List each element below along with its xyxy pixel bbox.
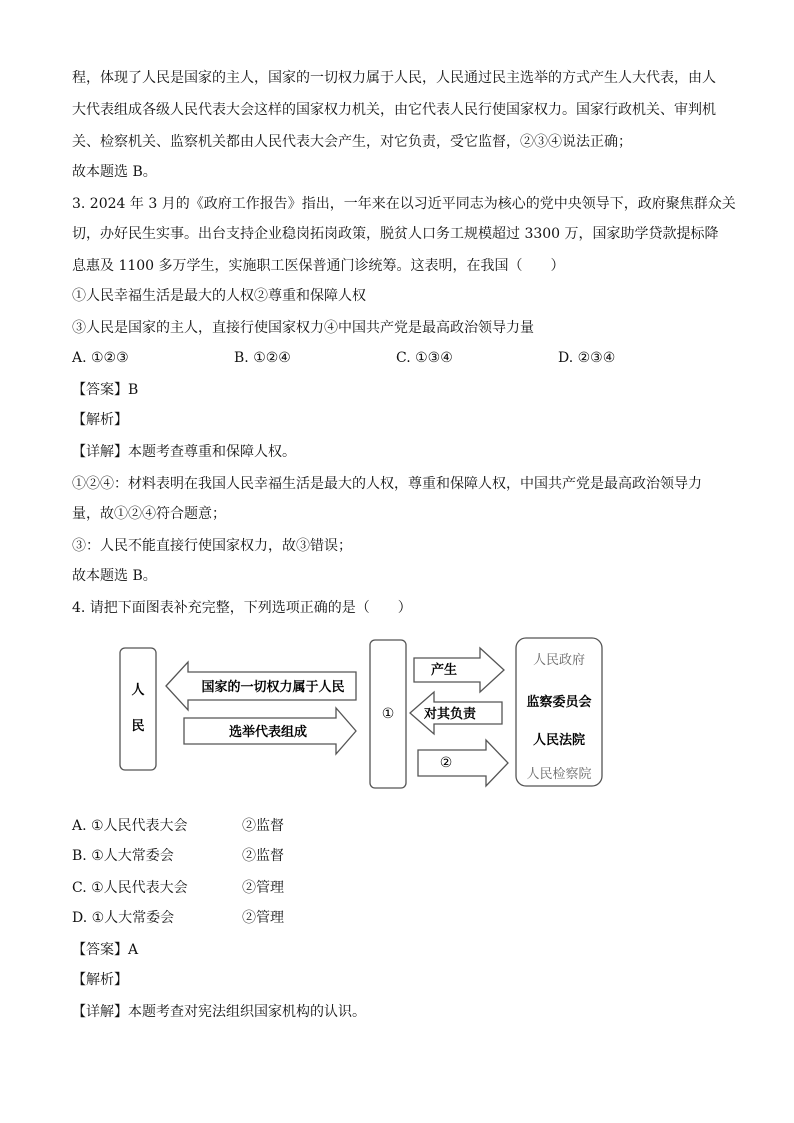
paragraph-line: 大代表组成各级人民代表大会这样的国家权力机关，由它代表人民行使国家权力。国家行政机关、审判机: [72, 102, 716, 118]
people-box: [120, 648, 156, 770]
q4-detail: 【详解】本题考查对宪法组织国家机构的认识。: [72, 1004, 366, 1020]
q4-option-c-second: ②管理: [242, 880, 284, 896]
paragraph-line: 故本题选 B。: [72, 164, 157, 180]
q3-detail-line: 【详解】本题考查尊重和保障人权。: [72, 444, 296, 460]
q3-analysis: 【解析】: [72, 412, 128, 428]
produce-arrow: [414, 648, 504, 692]
responsible-arrow-label: 对其负责: [423, 707, 477, 722]
q4-option-a: A. ①人民代表大会: [72, 818, 188, 834]
q4-option-c: C. ①人民代表大会: [72, 880, 188, 896]
paragraph-line: 程，体现了人民是国家的主人，国家的一切权力属于人民，人民通过民主选举的方式产生人大代表，由人: [72, 70, 716, 86]
org-procuratorate: 人民检察院: [526, 767, 592, 782]
q4-option-a-second: ②监督: [242, 818, 284, 834]
q3-detail-line: 量，故①②④符合题意；: [72, 506, 226, 522]
q4-analysis: 【解析】: [72, 972, 128, 988]
people-label-2: 民: [131, 719, 145, 734]
org-supervisory-commission: 监察委员会: [526, 695, 592, 710]
q3-detail-line: ③：人民不能直接行使国家权力，故③错误；: [72, 538, 352, 554]
q4-option-b-second: ②监督: [242, 848, 284, 864]
q3-detail-line: ①②④：材料表明在我国人民幸福生活是最大的人权，尊重和保障人权，中国共产党是最高政治领导力: [72, 476, 702, 492]
q3-stem-line: 3. 2024 年 3 月的《政府工作报告》指出，一年来在以习近平同志为核心的党中央领导下，政府聚焦群众关: [72, 196, 736, 212]
q3-detail-line: 故本题选 B。: [72, 568, 157, 584]
blank-2-arrow: [418, 740, 508, 786]
blank-2-label: ②: [439, 755, 453, 771]
q3-option-d: D. ②③④: [558, 350, 616, 366]
q4-option-d: D. ①人大常委会: [72, 910, 175, 926]
q4-option-d-second: ②管理: [242, 910, 284, 926]
q4-stem: 4. 请把下面图表补充完整，下列选项正确的是（ ）: [72, 600, 412, 616]
q4-diagram: [110, 632, 610, 792]
q3-statement: ①人民幸福生活是最大的人权②尊重和保障人权: [72, 288, 366, 304]
q3-option-a: A. ①②③: [72, 350, 129, 366]
elect-arrow-label: 选举代表组成: [228, 725, 308, 740]
q3-statement: ③人民是国家的主人，直接行使国家权力④中国共产党是最高政治领导力量: [72, 320, 534, 336]
q3-stem-line: 切，办好民生实事。出台支持企业稳岗拓岗政策，脱贫人口务工规模超过 3300 万，国家助学贷款提标降: [72, 226, 719, 242]
power-arrow-label: 国家的一切权力属于人民: [201, 680, 345, 695]
q3-option-c: C. ①③④: [396, 350, 453, 366]
q3-option-b: B. ①②④: [234, 350, 291, 366]
q3-stem-line: 息惠及 1100 多万学生，实施职工医保普通门诊统筹。这表明，在我国（ ）: [72, 258, 565, 274]
q3-answer: 【答案】B: [72, 382, 139, 398]
org-court: 人民法院: [532, 733, 586, 748]
paragraph-line: 关、检察机关、监察机关都由人民代表大会产生，对它负责，受它监督，②③④说法正确；: [72, 134, 632, 150]
org-government: 人民政府: [532, 653, 586, 668]
blank-1-label: ①: [381, 706, 395, 722]
people-label-1: 人: [131, 683, 145, 698]
produce-arrow-label: 产生: [430, 663, 458, 678]
q4-answer: 【答案】A: [72, 942, 139, 958]
q4-option-b: B. ①人大常委会: [72, 848, 174, 864]
